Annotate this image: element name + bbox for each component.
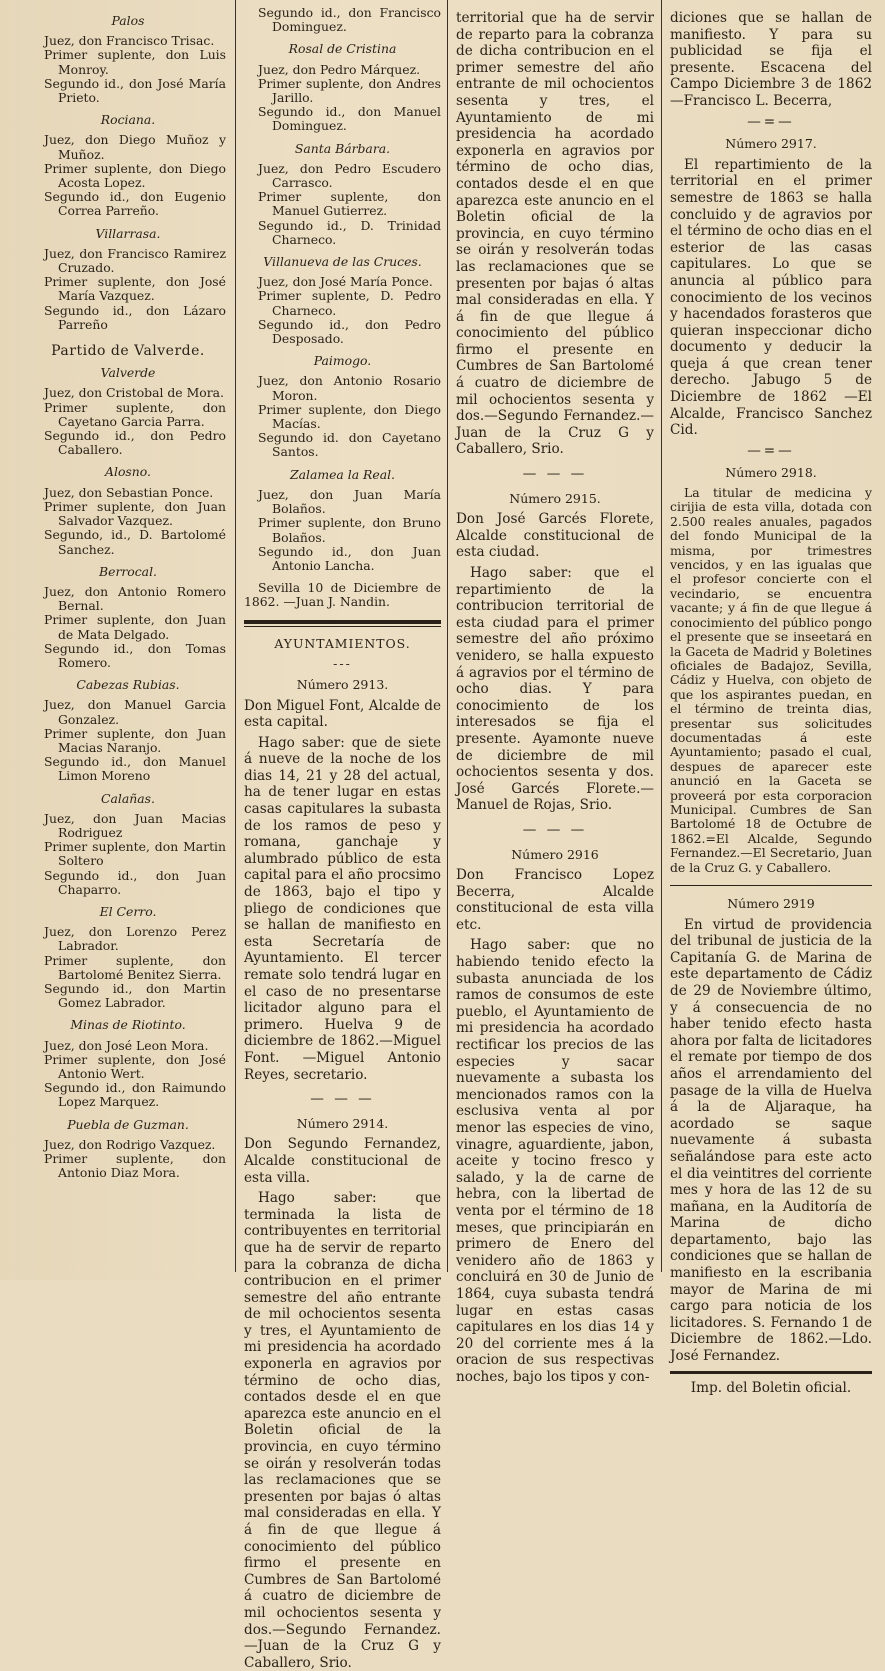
town-heading: Villanueva de las Cruces.	[263, 254, 422, 270]
appointment-line: Segundo id., don Juan Chaparro.	[44, 867, 226, 897]
notice-title: Don Miguel Font, Alcalde de esta capital.	[244, 697, 441, 731]
appointment-line: Juez, don Juan María Bolaños.	[258, 486, 441, 517]
appointment-line: Segundo id., don Juan Antonio Lancha.	[258, 543, 441, 573]
section-divider	[670, 885, 872, 886]
notice-number: Número 2917.	[725, 136, 817, 152]
appointment-line: Segundo id., don José María Prieto.	[44, 75, 226, 106]
notice-number: Número 2913.	[296, 676, 389, 692]
town-heading: Santa Bárbara.	[294, 140, 391, 156]
column-4	[664, 0, 876, 1396]
town-heading: Minas de Riotinto.	[70, 1017, 186, 1033]
column-1	[0, 0, 232, 1280]
section-divider	[670, 1371, 872, 1374]
notice-body: En virtud de providencia del tribunal de justicia de la Capitanía G. de Marina de este departamento de Cádiz de 29 de Noviembre último, y á consecuencia de no haber tenido efecto hasta ahora por falta de licitadores el remate por tiempo de dos años el arrendamiento del pasage de la villa de Huelva á la de Aljaraque, ha acordado se saque nuevamente á subasta señalándose para este acto el dia veintitres del corriente mes y hora de las 12 de su mañana, en la Auditoría de Marina de dicho departamento, bajo las condiciones que se hallan de manifiesto en la escribania mayor de Marina de mi cargo para noticia de los licitadores. S. Fernando 1 de Diciembre de 1862.—Ldo. José Fernandez.	[670, 916, 872, 1365]
column-2	[238, 0, 445, 1671]
appointment-line: Juez, don Manuel Garcia Gonzalez.	[44, 697, 226, 727]
appointment-line: Juez, don Juan Macias Rodriguez	[44, 810, 226, 840]
town-heading: Paimogo.	[313, 353, 372, 369]
town-heading: Calañas.	[101, 790, 155, 806]
separator: — — —	[522, 466, 588, 483]
district-heading: Partido de Valverde.	[51, 343, 205, 360]
separator: ---	[333, 655, 352, 671]
appointment-line: Juez, don Pedro Márquez.	[258, 61, 421, 77]
section-heading: AYUNTAMIENTOS.	[274, 635, 411, 651]
appointment-line: Juez, don Lorenzo Perez Labrador.	[44, 924, 226, 954]
signature-date: Sevilla 10 de Diciembre de 1862. —Juan J. Nandin.	[244, 580, 441, 610]
appointment-line: Primer suplente, don Juan Salvador Vazquez.	[44, 498, 226, 529]
appointment-line: Primer suplente, don Diego Acosta Lopez.	[44, 160, 226, 191]
separator: —=—	[747, 113, 795, 130]
continued-entry: Segundo id., don Francisco Dominguez.	[258, 5, 441, 35]
separator: — — —	[522, 821, 588, 838]
column-3	[450, 0, 658, 1385]
printer-imprint: Imp. del Boletin oficial.	[690, 1379, 852, 1396]
appointment-line: Juez, don Sebastian Ponce.	[44, 484, 214, 500]
town-heading: Puebla de Guzman.	[67, 1116, 189, 1132]
appointment-line: Segundo id., don Lázaro Parreño	[44, 302, 226, 332]
appointment-line: Primer suplente, don Antonio Diaz Mora.	[44, 1151, 226, 1181]
notice-title: Don Segundo Fernandez, Alcalde constitucional de esta villa.	[244, 1136, 441, 1186]
appointment-line: Juez, don Antonio Rosario Moron.	[258, 373, 441, 403]
appointment-line: Segundo id., don Pedro Caballero.	[44, 428, 226, 458]
notice-number: Número 2918.	[725, 465, 817, 481]
notice-body: El repartimiento de la territorial en el primer semestre de 1863 se halla concluido y de agravios por el término de ocho dias en el esterior de las casas capitulares. Lo que se anuncia al público para conocimiento de los vecinos y hacendados forasteros que quieran inspeccionar dicho documento y deducir la queja á que crean tener derecho. Jabugo 5 de Diciembre de 1862 —El Alcalde, Francisco Sanchez Cid.	[670, 156, 872, 439]
column-rule	[661, 0, 662, 1272]
notice-body: Hago saber: que de siete á nueve de la noche de los dias 14, 21 y 28 del actual, ha de tener lugar en estas casas capitulares la subasta de los ramos de peso y romana, ganchaje y alumbrado público de esta capital para el año procsimo de 1863, bajo el tipo y pliego de condiciones que se hallan de manifiesto en esta Secretaría de Ayuntamiento. El tercer remate solo tendrá lugar en el caso de no presentarse licitador alguno para el primero. Huelva 9 de diciembre de 1862.—Miguel Font. —Miguel Antonio Reyes, secretario.	[244, 734, 441, 1083]
column-rule	[235, 0, 236, 1272]
notice-number: Número 2919	[727, 896, 815, 911]
notice-body: Hago saber: que terminada la lista de contribuyentes en territorial que ha de servir de reparto para la cobranza de dicha contribucion en el primer semestre del año entrante de mil ochocientos sesenta y tres, el Ayuntamiento de mi presidencia ha acordado exponerla en agravios por término de ocho dias, contados desde el en que aparezca este anuncio en el Boletin oficial de la provincia, en cuyo término se oirán y resolverán todas las reclamaciones que se presenten por bajas ó altas mal consideradas en ella. Y á fin de que llegue á conocimiento del público firmo el presente en Cumbres de San Bartolomé á cuatro de diciembre de mil ochocientos sesenta y dos.—Segundo Fernandez.—Juan de la Cruz G y Caballero, Srio.	[244, 1190, 441, 1671]
notice-body: Hago saber: que el repartimiento de la contribucion territorial de esta ciudad para el primer semestre del año próximo venidero, se halla expuesto á agravios por el término de ocho dias. Y para conocimiento de los interesados se fija el presente. Ayamonte nueve de diciembre de mil ochocientos sesenta y dos. José Garcés Florete.—Manuel de Rojas, Srio.	[456, 565, 654, 814]
notice-number: Número 2916	[511, 846, 599, 862]
appointment-line: Segundo id., don Raimundo Lopez Marquez.	[44, 1080, 226, 1110]
town-heading: Rosal de Cristina	[288, 41, 397, 57]
notice-body: La titular de medicina y cirijia de esta villa, dotada con 2.500 reales anuales, pagados del fondo Municipal de la misma, por trimestres vencidos, y en las igualas que el profesor concierte con el vecindario, se encuentra vacante; y á fin de que llegue á conocimiento del público pongo el presente que se inseetará en la Gaceta de Madrid y Boletines oficiales de Badajoz, Sevilla, Cádiz y Huelva, con objeto de que los aspirantes puedan, en el término de treinta dias, presentar sus solicitudes documentadas á este Ayuntamiento; pasado el cual, despues de aparecer este anunció en la Gaceta se proveerá por esta corporacion Municipal. Cumbres de San Bartolomé 18 de Octubre de 1862.=El Alcalde, Segundo Fernandez.—El Secretario, Juan de la Cruz G. y Caballero.	[670, 485, 872, 875]
appointment-line: Juez, don Pedro Escudero Carrasco.	[258, 160, 441, 191]
section-divider-thin	[244, 626, 441, 627]
appointment-line: Segundo id., don Eugenio Correa Parreño.	[44, 189, 226, 219]
notice-body: Hago saber: que no habiendo tenido efecto la subasta anunciada de los ramos de consumos de este pueblo, el Ayuntamiento de mi presidencia ha acordado rectificar los precios de las especies y sacar nuevamente a subasta los mencionados ramos con la esclusiva venta al por menor las especies de vino, vinagre, aguardiente, jabon, aceite y tocino fresco y salado, y la de carne de hebra, con la libertad de venta por el término de 18 meses, que principiarán en primero de Enero del venidero año de 1863 y concluirá en 30 de Junio de 1864, cuya subasta tendrá lugar en estas casas capitulares en los dias 14 y 20 del corriente mes á la oracion de sus respectivas noches, bajo los tipos y con-	[456, 937, 654, 1385]
appointment-line: Segundo id., D. Trinidad Charneco.	[258, 217, 441, 247]
appointment-line: Juez, don Diego Muñoz y Muñoz.	[44, 132, 226, 162]
appointment-line: Primer suplente, don Cayetano Garcia Parra.	[44, 399, 226, 429]
appointment-line: Segundo id. don Cayetano Santos.	[258, 430, 441, 460]
column-rule	[447, 0, 448, 1272]
town-heading: Palos	[111, 13, 145, 28]
appointment-line: Primer suplente, don Andres Jarillo.	[258, 75, 441, 106]
town-heading: Zalamea la Real.	[290, 466, 395, 482]
notice-body-continued: territorial que ha de servir de reparto para la cobranza de dicha contribucion en el primer semestre del año entrante de mil ochocientos sesenta y tres, el Ayuntamiento de mi presidencia ha acordado exponerla en agravios por término de ocho dias, contados desde el en que aparezca este anuncio en el Boletin oficial de la provincia, en cuyo término se oirán y resolverán todas las reclamaciones que se presenten por bajas ó altas mal consideradas en ella. Y á fin de que llegue á conocimiento del público firmo el presente en Cumbres de San Bartolomé á cuatro de diciembre de mil ochocientos sesenta y dos.—Segundo Fernandez.—Juan de la Cruz G y Caballero, Srio.	[456, 10, 654, 458]
town-heading: Cabezas Rubias.	[76, 677, 180, 693]
appointment-line: Primer suplente, don Juan de Mata Delgado.	[44, 612, 226, 642]
town-heading: Berrocal.	[99, 563, 157, 579]
separator: — — —	[310, 1091, 375, 1108]
town-heading: Valverde	[100, 365, 156, 381]
appointment-line: Segundo id., don Pedro Desposado.	[258, 316, 441, 347]
appointment-line: Juez, don Francisco Ramirez Cruzado.	[44, 245, 226, 276]
section-divider	[244, 620, 441, 624]
appointment-line: Juez, don José Leon Mora.	[44, 1037, 209, 1053]
appointment-line: Primer suplente, don Luis Monroy.	[44, 47, 226, 77]
appointment-line: Primer suplente, don Diego Macías.	[258, 401, 441, 432]
town-heading: Villarrasa.	[95, 225, 161, 241]
appointment-line: Segundo, id., D. Bartolomé Sanchez.	[44, 527, 226, 557]
appointment-line: Primer suplente, don Manuel Gutierrez.	[258, 189, 441, 219]
appointment-line: Segundo id., don Manuel Dominguez.	[258, 104, 441, 134]
separator: —=—	[747, 442, 795, 459]
appointment-line: Juez, don Rodrigo Vazquez.	[44, 1136, 216, 1152]
appointment-line: Segundo id., don Martin Gomez Labrador.	[44, 980, 226, 1011]
appointment-line: Primer suplente, don Martin Soltero	[44, 839, 226, 869]
appointment-line: Juez, don Francisco Trisac.	[44, 33, 215, 49]
town-heading: Alosno.	[105, 464, 151, 480]
appointment-line: Primer suplente, don Bartolomé Benitez Sierra.	[44, 952, 226, 982]
appointment-line: Primer suplente, don Bruno Bolaños.	[258, 515, 441, 545]
appointment-line: Juez, don José María Ponce.	[258, 274, 433, 290]
notice-body-continued: diciones que se hallan de manifiesto. Y para su publicidad se fija el presente. Escacena del Campo Diciembre 3 de 1862—Francisco L. Becerra,	[670, 10, 872, 109]
notice-title: Don Francisco Lopez Becerra, Alcalde constitucional de esta villa etc.	[456, 867, 654, 933]
appointment-line: Segundo id., don Tomas Romero.	[44, 640, 226, 670]
appointment-line: Primer suplente, don José María Vazquez.	[44, 274, 226, 304]
appointment-line: Primer suplente, don Juan Macias Naranjo.	[44, 725, 226, 755]
appointment-line: Primer suplente, D. Pedro Charneco.	[258, 288, 441, 318]
appointment-line: Juez, don Antonio Romero Bernal.	[44, 583, 226, 614]
town-heading: Rociana.	[100, 112, 156, 128]
appointment-line: Juez, don Cristobal de Mora.	[44, 385, 224, 401]
notice-title: Don José Garcés Florete, Alcalde constitucional de esta ciudad.	[456, 511, 654, 561]
appointment-line: Primer suplente, don José Antonio Wert.	[44, 1051, 226, 1081]
town-heading: El Cerro.	[99, 903, 157, 919]
appointment-line: Segundo id., don Manuel Limon Moreno	[44, 754, 226, 784]
notice-number: Número 2914.	[296, 1115, 389, 1131]
notice-number: Número 2915.	[509, 490, 601, 506]
